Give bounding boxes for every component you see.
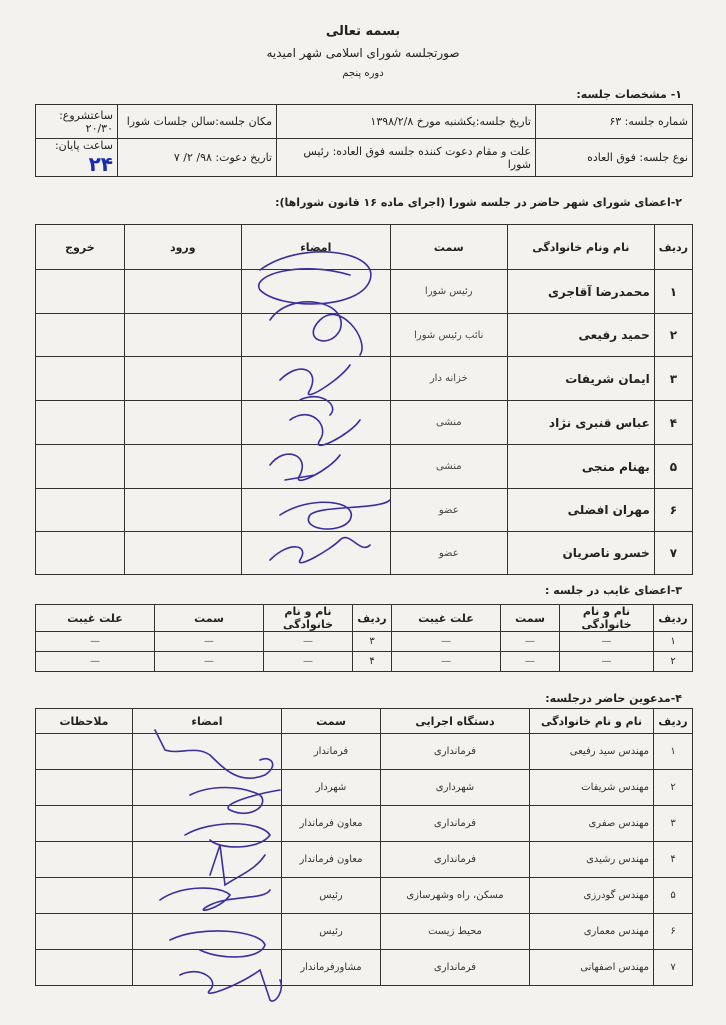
row-num: ۳: [654, 806, 693, 842]
notes-cell: [36, 734, 133, 770]
exit-cell: [36, 445, 125, 489]
end-label: ساعت پایان:: [54, 139, 113, 152]
invitee-org: فرمانداری: [381, 734, 530, 770]
enter-cell: [124, 270, 241, 314]
session-number: شماره جلسه: ۶۳: [536, 105, 693, 139]
col-signature: امضاء: [241, 225, 390, 270]
notes-cell: [36, 770, 133, 806]
invitee-org: محیط زیست: [381, 914, 530, 950]
col-role: سمت: [501, 605, 560, 632]
col-signature: امضاء: [133, 709, 282, 734]
invitee-org: فرمانداری: [381, 950, 530, 986]
exit-cell: [36, 357, 125, 401]
col-row-2: ردیف: [353, 605, 392, 632]
col-row: ردیف: [654, 225, 692, 270]
member-row: [36, 270, 693, 314]
notes-cell: [36, 842, 133, 878]
absent-reason: —: [36, 652, 155, 672]
invitee-role: شهردار: [282, 770, 381, 806]
signature-cell: [241, 314, 390, 357]
invitees-table: [35, 708, 693, 986]
header-line-1: بسمه تعالی: [325, 24, 401, 39]
session-start: ساعتشروع: ۲۰/۳۰: [36, 105, 118, 139]
invitee-row: [36, 842, 693, 878]
col-row: ردیف: [654, 709, 693, 734]
absent-role: —: [501, 632, 560, 652]
row-num: ۵: [654, 445, 692, 489]
col-role: سمت: [282, 709, 381, 734]
enter-cell: [124, 357, 241, 401]
session-reason: علت و مقام دعوت کننده جلسه فوق العاده: رئیس شورا: [277, 139, 536, 177]
absent-row: [36, 652, 693, 672]
invitee-row: [36, 878, 693, 914]
row-num: ۲: [654, 314, 692, 357]
invitee-row: [36, 806, 693, 842]
absent-name: —: [560, 632, 654, 652]
notes-cell: [36, 878, 133, 914]
section3-title: ۳-اعضای غایب در جلسه :: [544, 584, 682, 597]
absent-name: —: [264, 652, 353, 672]
enter-cell: [124, 401, 241, 445]
row-num: ۴: [654, 401, 692, 445]
notes-cell: [36, 914, 133, 950]
absent-row: [36, 632, 693, 652]
exit-cell: [36, 270, 125, 314]
section2-title: ۲-اعضای شورای شهر حاضر در جلسه شورا (اجرای ماده ۱۶ قانون شوراها):: [275, 196, 682, 209]
row-num: ۷: [654, 950, 693, 986]
member-row: [36, 314, 693, 357]
exit-cell: [36, 489, 125, 532]
member-name: حمید رفیعی: [507, 314, 654, 357]
invitee-row: [36, 770, 693, 806]
row-num: ۳: [654, 357, 692, 401]
invitee-role: معاون فرماندار: [282, 842, 381, 878]
invitee-name: مهندس سید رفیعی: [530, 734, 654, 770]
row-num: ۱: [654, 270, 692, 314]
absent-role: —: [155, 652, 264, 672]
invitee-row: [36, 950, 693, 986]
row-num: ۲: [654, 770, 693, 806]
member-name: مهران افضلی: [507, 489, 654, 532]
member-role: منشی: [390, 401, 507, 445]
absent-role: —: [501, 652, 560, 672]
invitee-name: مهندس شریفات: [530, 770, 654, 806]
member-role: رئیس شورا: [390, 270, 507, 314]
col-reason-2: علت غیبت: [36, 605, 155, 632]
exit-cell: [36, 532, 125, 575]
signature-cell: [241, 401, 390, 445]
member-name: عباس قنبری نژاد: [507, 401, 654, 445]
member-row: [36, 489, 693, 532]
invitee-name: مهندس صفری: [530, 806, 654, 842]
row-num: ۱: [654, 632, 693, 652]
enter-cell: [124, 489, 241, 532]
signature-cell: [133, 950, 282, 986]
invitee-role: معاون فرماندار: [282, 806, 381, 842]
col-enter: ورود: [124, 225, 241, 270]
invitee-role: رئیس: [282, 914, 381, 950]
section1-title: ۱- مشخصات جلسه:: [576, 88, 682, 101]
invite-date: تاریخ دعوت: ۹۸/ ۲/ ۷: [118, 139, 277, 177]
invitee-role: فرماندار: [282, 734, 381, 770]
signature-cell: [133, 734, 282, 770]
absent-reason: —: [392, 632, 501, 652]
invitee-name: مهندس معماری: [530, 914, 654, 950]
end-value: ۲۴: [88, 152, 113, 176]
signature-cell: [133, 878, 282, 914]
invitee-name: مهندس رشیدی: [530, 842, 654, 878]
row-num: ۲: [654, 652, 693, 672]
row-num: ۶: [654, 914, 693, 950]
member-row: [36, 532, 693, 575]
col-row: ردیف: [654, 605, 693, 632]
member-role: خزانه دار: [390, 357, 507, 401]
invitee-org: فرمانداری: [381, 842, 530, 878]
col-org: دستگاه اجرایی: [381, 709, 530, 734]
col-role: سمت: [390, 225, 507, 270]
col-name: نام و نام خانوادگی: [560, 605, 654, 632]
signature-cell: [241, 532, 390, 575]
row-num: ۳: [353, 632, 392, 652]
invitee-org: شهرداری: [381, 770, 530, 806]
header-line-2: صورتجلسه شورای اسلامی شهر امیدیه: [266, 46, 460, 60]
invitee-org: فرمانداری: [381, 806, 530, 842]
col-name-2: نام و نام خانوادگی: [264, 605, 353, 632]
signature-cell: [133, 914, 282, 950]
member-role: نائب رئیس شورا: [390, 314, 507, 357]
row-num: ۱: [654, 734, 693, 770]
col-exit: خروج: [36, 225, 125, 270]
member-name: ایمان شریفات: [507, 357, 654, 401]
col-reason: علت غیبت: [392, 605, 501, 632]
member-name: بهنام منجی: [507, 445, 654, 489]
session-date: تاریخ جلسه:یکشنبه مورخ ۱۳۹۸/۲/۸: [277, 105, 536, 139]
enter-cell: [124, 314, 241, 357]
col-notes: ملاحظات: [36, 709, 133, 734]
member-name: محمدرضا آقاجری: [507, 270, 654, 314]
member-name: خسرو ناصریان: [507, 532, 654, 575]
signature-cell: [241, 445, 390, 489]
member-role: عضو: [390, 489, 507, 532]
row-num: ۶: [654, 489, 692, 532]
session-end: [36, 139, 118, 177]
absent-reason: —: [36, 632, 155, 652]
invitee-name: مهندس گودرزی: [530, 878, 654, 914]
session-type: نوع جلسه: فوق العاده: [536, 139, 693, 177]
invitee-row: [36, 734, 693, 770]
row-num: ۷: [654, 532, 692, 575]
exit-cell: [36, 401, 125, 445]
signature-cell: [241, 489, 390, 532]
invitee-role: رئیس: [282, 878, 381, 914]
absent-role: —: [155, 632, 264, 652]
signature-cell: [133, 806, 282, 842]
row-num: ۴: [353, 652, 392, 672]
col-name: نام و نام خانوادگی: [530, 709, 654, 734]
signature-cell: [241, 357, 390, 401]
member-row: [36, 445, 693, 489]
invitee-name: مهندس اصفهانی: [530, 950, 654, 986]
members-table: [35, 224, 693, 575]
absent-name: —: [560, 652, 654, 672]
col-name: نام ونام خانوادگی: [507, 225, 654, 270]
section4-title: ۴-مدعوین حاضر درجلسه:: [545, 692, 682, 705]
member-row: [36, 357, 693, 401]
invitee-role: مشاورفرماندار: [282, 950, 381, 986]
signature-cell: [133, 770, 282, 806]
signature-cell: [241, 270, 390, 314]
invitee-org: مسکن، راه وشهرسازی: [381, 878, 530, 914]
header-line-3: دوره پنجم: [342, 68, 384, 79]
invitee-row: [36, 914, 693, 950]
absent-name: —: [264, 632, 353, 652]
enter-cell: [124, 532, 241, 575]
enter-cell: [124, 445, 241, 489]
notes-cell: [36, 806, 133, 842]
member-role: عضو: [390, 532, 507, 575]
member-row: [36, 401, 693, 445]
row-num: ۵: [654, 878, 693, 914]
absent-reason: —: [392, 652, 501, 672]
exit-cell: [36, 314, 125, 357]
col-role-2: سمت: [155, 605, 264, 632]
signature-cell: [133, 842, 282, 878]
notes-cell: [36, 950, 133, 986]
session-place: مکان جلسه:سالن جلسات شورا: [118, 105, 277, 139]
absent-table: [35, 604, 693, 672]
row-num: ۴: [654, 842, 693, 878]
session-info-table: [35, 104, 693, 177]
member-role: منشی: [390, 445, 507, 489]
